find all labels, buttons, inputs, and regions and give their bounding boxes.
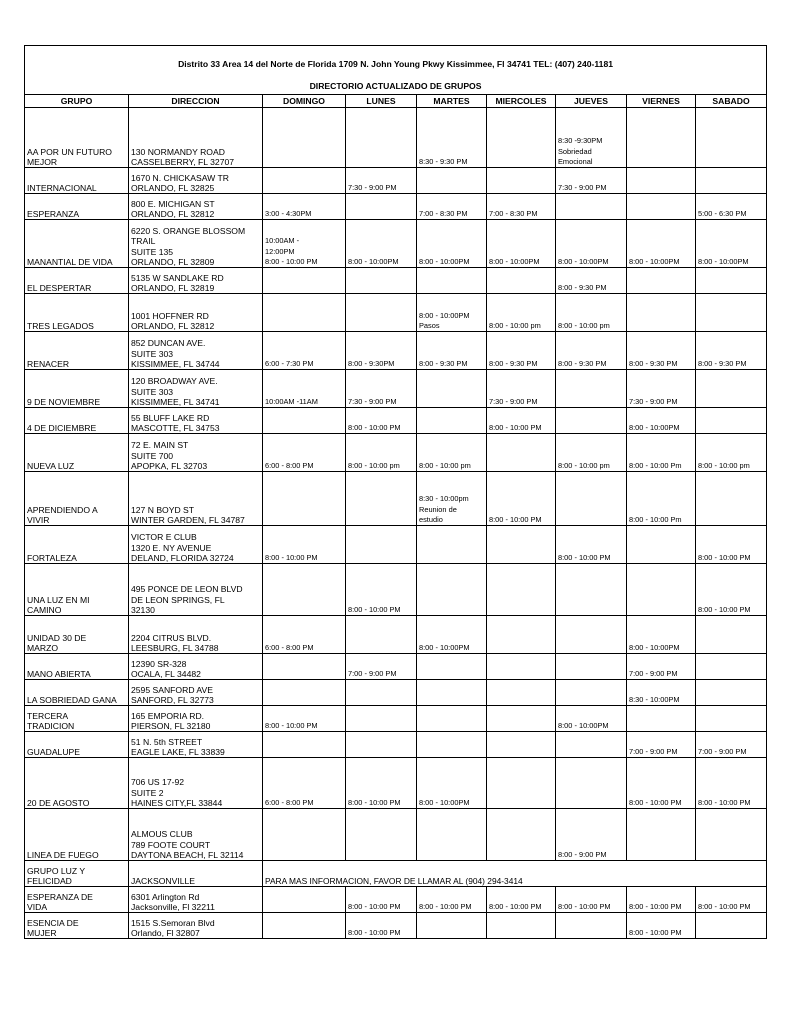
- schedule-cell: 8:00 - 10:00PM: [696, 220, 767, 268]
- schedule-cell: 8:00 - 10:00 PM: [346, 408, 417, 434]
- schedule-cell: [263, 680, 346, 706]
- schedule-cell: 6:00 - 8:00 PM: [263, 758, 346, 809]
- schedule-cell: 8:00 - 10:00 PM: [346, 564, 417, 616]
- address-cell: 1670 N. CHICKASAW TR ORLANDO, FL 32825: [129, 168, 263, 194]
- group-name-cell: MANO ABIERTA: [25, 654, 129, 680]
- schedule-cell: [487, 564, 556, 616]
- schedule-cell: [487, 809, 556, 861]
- address-cell: 130 NORMANDY ROAD CASSELBERRY, FL 32707: [129, 108, 263, 168]
- schedule-cell: [417, 168, 487, 194]
- address-cell: 51 N. 5th STREET EAGLE LAKE, FL 33839: [129, 732, 263, 758]
- schedule-cell: 8:00 - 10:00 pm: [417, 434, 487, 472]
- address-cell: VICTOR E CLUB 1320 E. NY AVENUE DELAND, FLORIDA 32724: [129, 526, 263, 564]
- schedule-cell: [556, 370, 627, 408]
- table-row: [25, 472, 767, 526]
- schedule-cell: 8:00 - 10:00PM: [627, 616, 696, 654]
- schedule-cell: [263, 168, 346, 194]
- schedule-cell: [263, 887, 346, 913]
- schedule-cell: 8:00 - 9:30 PM: [417, 332, 487, 370]
- schedule-cell: 8:00 - 10:00 PM: [346, 758, 417, 809]
- header-line-1: Distrito 33 Area 14 del Norte de Florida 1709 N. John Young Pkwy Kissimmee, Fl 34741 TEL: (407) 240-1181: [178, 59, 614, 69]
- table-row: [25, 294, 767, 332]
- schedule-cell: [417, 706, 487, 732]
- table-row: [25, 194, 767, 220]
- schedule-cell: 5:00 - 6:30 PM: [696, 194, 767, 220]
- schedule-cell: 7:00 - 8:30 PM: [417, 194, 487, 220]
- schedule-cell: 8:00 - 10:00PM: [417, 616, 487, 654]
- schedule-cell: 7:30 - 9:00 PM: [487, 370, 556, 408]
- address-cell: 165 EMPORIA RD. PIERSON, FL 32180: [129, 706, 263, 732]
- schedule-cell: [556, 654, 627, 680]
- schedule-cell: [263, 732, 346, 758]
- table-row: [25, 564, 767, 616]
- schedule-cell: [346, 194, 417, 220]
- schedule-cell: [627, 809, 696, 861]
- schedule-cell: [346, 294, 417, 332]
- address-cell: 120 BROADWAY AVE. SUITE 303 KISSIMMEE, FL 34741: [129, 370, 263, 408]
- schedule-cell: 8:00 - 9:30 PM: [696, 332, 767, 370]
- table-row: [25, 108, 767, 168]
- schedule-cell: 8:00 - 10:00 pm: [487, 294, 556, 332]
- table-row: [25, 370, 767, 408]
- schedule-cell: 8:00 - 10:00 PM: [696, 526, 767, 564]
- table-row: [25, 706, 767, 732]
- schedule-cell: 3:00 - 4:30PM: [263, 194, 346, 220]
- address-cell: 6301 Arlington Rd Jacksonville, Fl 32211: [129, 887, 263, 913]
- schedule-cell: 8:00 - 10:00PM: [487, 220, 556, 268]
- schedule-cell: [487, 758, 556, 809]
- group-name-cell: UNIDAD 30 DE MARZO: [25, 616, 129, 654]
- schedule-cell: 8:00 - 9:30PM: [346, 332, 417, 370]
- schedule-cell: [487, 913, 556, 939]
- table-row: [25, 654, 767, 680]
- group-name-cell: EL DESPERTAR: [25, 268, 129, 294]
- schedule-cell: [487, 616, 556, 654]
- schedule-cell: 8:30 -9:30PM Sobriedad Emocional: [556, 108, 627, 168]
- schedule-cell: [696, 408, 767, 434]
- schedule-cell: 7:00 - 9:00 PM: [627, 732, 696, 758]
- schedule-cell: [696, 809, 767, 861]
- schedule-cell: [627, 294, 696, 332]
- table-row: [25, 168, 767, 194]
- table-row: [25, 758, 767, 809]
- schedule-cell: [556, 758, 627, 809]
- address-cell: 5135 W SANDLAKE RD ORLANDO, FL 32819: [129, 268, 263, 294]
- schedule-cell: [263, 408, 346, 434]
- schedule-cell: [556, 732, 627, 758]
- address-cell: 127 N BOYD ST WINTER GARDEN, FL 34787: [129, 472, 263, 526]
- schedule-cell: 8:00 - 10:00 PM: [346, 887, 417, 913]
- schedule-cell: [696, 680, 767, 706]
- group-name-cell: LINEA DE FUEGO: [25, 809, 129, 861]
- column-header-lunes: LUNES: [346, 95, 417, 108]
- schedule-cell: [346, 472, 417, 526]
- column-header-row: [25, 95, 767, 108]
- schedule-cell: [487, 268, 556, 294]
- column-header-jueves: JUEVES: [556, 95, 627, 108]
- schedule-cell: 8:00 - 10:00 Pm: [627, 472, 696, 526]
- schedule-cell: 8:00 - 10:00 PM: [417, 887, 487, 913]
- schedule-cell: 10:00AM -11AM: [263, 370, 346, 408]
- group-name-cell: GUADALUPE: [25, 732, 129, 758]
- schedule-cell: 8:00 - 10:00 PM: [346, 913, 417, 939]
- schedule-cell: [417, 809, 487, 861]
- group-name-cell: FORTALEZA: [25, 526, 129, 564]
- address-cell: 852 DUNCAN AVE. SUITE 303 KISSIMMEE, FL 34744: [129, 332, 263, 370]
- schedule-cell: [627, 194, 696, 220]
- schedule-cell: [487, 706, 556, 732]
- schedule-cell: 8:00 - 10:00 PM: [627, 913, 696, 939]
- title-row: [25, 46, 767, 95]
- schedule-cell: [417, 526, 487, 564]
- schedule-cell: 7:30 - 9:00 PM: [627, 370, 696, 408]
- schedule-cell: 8:00 - 10:00 PM: [263, 526, 346, 564]
- group-name-cell: APRENDIENDO A VIVIR: [25, 472, 129, 526]
- info-note-cell: PARA MAS INFORMACION, FAVOR DE LLAMAR AL (904) 294-3414: [263, 861, 767, 887]
- schedule-cell: [346, 616, 417, 654]
- schedule-cell: [696, 913, 767, 939]
- table-row: [25, 680, 767, 706]
- schedule-cell: [263, 108, 346, 168]
- column-header-direccion: DIRECCION: [129, 95, 263, 108]
- column-header-domingo: DOMINGO: [263, 95, 346, 108]
- schedule-cell: 8:00 - 10:00 pm: [556, 294, 627, 332]
- table-row: [25, 332, 767, 370]
- group-name-cell: RENACER: [25, 332, 129, 370]
- schedule-cell: 8:00 - 10:00 PM: [696, 758, 767, 809]
- schedule-cell: 8:00 - 10:00 PM: [487, 887, 556, 913]
- group-name-cell: 9 DE NOVIEMBRE: [25, 370, 129, 408]
- schedule-cell: 8:00 - 9:30 PM: [556, 268, 627, 294]
- schedule-cell: [417, 268, 487, 294]
- group-name-cell: AA POR UN FUTURO MEJOR: [25, 108, 129, 168]
- schedule-cell: [556, 408, 627, 434]
- schedule-cell: [696, 706, 767, 732]
- column-header-grupo: GRUPO: [25, 95, 129, 108]
- schedule-cell: [627, 168, 696, 194]
- schedule-cell: 6:00 - 8:00 PM: [263, 616, 346, 654]
- schedule-cell: [487, 732, 556, 758]
- schedule-cell: [627, 706, 696, 732]
- schedule-cell: 8:00 - 9:00 PM: [556, 809, 627, 861]
- group-name-cell: NUEVA LUZ: [25, 434, 129, 472]
- schedule-cell: [556, 564, 627, 616]
- address-cell: 2595 SANFORD AVE SANFORD, FL 32773: [129, 680, 263, 706]
- group-directory-table: [24, 45, 767, 939]
- group-directory-sheet: [24, 45, 766, 939]
- schedule-cell: [263, 654, 346, 680]
- schedule-cell: [263, 294, 346, 332]
- schedule-cell: [556, 680, 627, 706]
- schedule-cell: [346, 268, 417, 294]
- schedule-cell: [627, 564, 696, 616]
- schedule-cell: 7:30 - 9:00 PM: [346, 370, 417, 408]
- table-row: [25, 220, 767, 268]
- table-row: [25, 913, 767, 939]
- address-cell: 706 US 17-92 SUITE 2 HAINES CITY,FL 33844: [129, 758, 263, 809]
- address-cell: 1515 S.Semoran Blvd Orlando, Fl 32807: [129, 913, 263, 939]
- schedule-cell: [696, 294, 767, 332]
- schedule-cell: 8:00 - 10:00PM: [556, 220, 627, 268]
- schedule-cell: [346, 706, 417, 732]
- schedule-cell: [556, 913, 627, 939]
- schedule-cell: [487, 168, 556, 194]
- schedule-cell: 8:00 - 10:00 PM: [696, 564, 767, 616]
- schedule-cell: [346, 809, 417, 861]
- address-cell: 800 E. MICHIGAN ST ORLANDO, FL 32812: [129, 194, 263, 220]
- schedule-cell: [487, 108, 556, 168]
- schedule-cell: 8:00 - 10:00PM: [556, 706, 627, 732]
- schedule-cell: 8:00 - 10:00 PM: [627, 758, 696, 809]
- table-row: [25, 434, 767, 472]
- schedule-cell: 7:00 - 9:00 PM: [696, 732, 767, 758]
- schedule-cell: [417, 913, 487, 939]
- column-header-miercoles: MIERCOLES: [487, 95, 556, 108]
- schedule-cell: 6:00 - 8:00 PM: [263, 434, 346, 472]
- address-cell: 495 PONCE DE LEON BLVD DE LEON SPRINGS, FL 32130: [129, 564, 263, 616]
- table-row: [25, 809, 767, 861]
- schedule-cell: [556, 616, 627, 654]
- schedule-cell: 6:00 - 7:30 PM: [263, 332, 346, 370]
- schedule-cell: [696, 268, 767, 294]
- table-row: [25, 268, 767, 294]
- schedule-cell: 8:00 - 10:00 pm: [556, 434, 627, 472]
- schedule-cell: 7:30 - 9:00 PM: [346, 168, 417, 194]
- group-name-cell: 20 DE AGOSTO: [25, 758, 129, 809]
- schedule-cell: 7:30 - 9:00 PM: [556, 168, 627, 194]
- schedule-cell: 8:00 - 10:00PM: [627, 408, 696, 434]
- schedule-cell: 7:00 - 8:30 PM: [487, 194, 556, 220]
- address-cell: 6220 S. ORANGE BLOSSOM TRAIL SUITE 135 ORLANDO, FL 32809: [129, 220, 263, 268]
- schedule-cell: [696, 108, 767, 168]
- schedule-cell: [696, 472, 767, 526]
- schedule-cell: 10:00AM - 12:00PM 8:00 - 10:00 PM: [263, 220, 346, 268]
- address-cell: 2204 CITRUS BLVD. LEESBURG, FL 34788: [129, 616, 263, 654]
- group-name-cell: UNA LUZ EN MI CAMINO: [25, 564, 129, 616]
- address-cell: 72 E. MAIN ST SUITE 700 APOPKA, FL 32703: [129, 434, 263, 472]
- group-name-cell: TERCERA TRADICION: [25, 706, 129, 732]
- schedule-cell: [696, 616, 767, 654]
- address-cell: ALMOUS CLUB 789 FOOTE COURT DAYTONA BEACH, FL 32114: [129, 809, 263, 861]
- schedule-cell: 8:30 - 10:00PM: [627, 680, 696, 706]
- schedule-cell: [696, 370, 767, 408]
- schedule-cell: 7:00 - 9:00 PM: [627, 654, 696, 680]
- schedule-cell: [627, 526, 696, 564]
- table-row: [25, 616, 767, 654]
- schedule-cell: [696, 654, 767, 680]
- schedule-cell: 8:00 - 10:00 PM: [487, 472, 556, 526]
- schedule-cell: [263, 268, 346, 294]
- schedule-cell: 7:00 - 9:00 PM: [346, 654, 417, 680]
- group-name-cell: ESPERANZA DE VIDA: [25, 887, 129, 913]
- schedule-cell: 8:00 - 9:30 PM: [627, 332, 696, 370]
- table-row: [25, 887, 767, 913]
- schedule-cell: 8:00 - 10:00 pm: [696, 434, 767, 472]
- schedule-cell: [417, 408, 487, 434]
- table-row: [25, 732, 767, 758]
- schedule-cell: [346, 680, 417, 706]
- schedule-cell: 8:00 - 10:00 PM: [487, 408, 556, 434]
- group-name-cell: ESPERANZA: [25, 194, 129, 220]
- schedule-cell: [263, 913, 346, 939]
- schedule-cell: 8:00 - 10:00PM: [417, 758, 487, 809]
- schedule-cell: [263, 809, 346, 861]
- schedule-cell: [417, 654, 487, 680]
- schedule-cell: [417, 564, 487, 616]
- address-cell: 1001 HOFFNER RD ORLANDO, FL 32812: [129, 294, 263, 332]
- schedule-cell: 8:00 - 9:30 PM: [556, 332, 627, 370]
- schedule-cell: 8:00 - 10:00 PM: [556, 887, 627, 913]
- group-name-cell: 4 DE DICIEMBRE: [25, 408, 129, 434]
- table-row: [25, 526, 767, 564]
- schedule-cell: [696, 168, 767, 194]
- schedule-cell: 8:30 - 9:30 PM: [417, 108, 487, 168]
- schedule-cell: 8:00 - 10:00 pm: [346, 434, 417, 472]
- page-title: [25, 46, 767, 95]
- schedule-cell: 8:00 - 10:00 Pm: [627, 434, 696, 472]
- schedule-cell: 8:00 - 10:00 PM: [556, 526, 627, 564]
- address-cell: JACKSONVILLE: [129, 861, 263, 887]
- address-cell: 55 BLUFF LAKE RD MASCOTTE, FL 34753: [129, 408, 263, 434]
- schedule-cell: 8:00 - 9:30 PM: [487, 332, 556, 370]
- schedule-cell: [417, 732, 487, 758]
- schedule-cell: [556, 472, 627, 526]
- schedule-cell: [487, 654, 556, 680]
- header-line-2: DIRECTORIO ACTUALIZADO DE GRUPOS: [309, 81, 482, 91]
- schedule-cell: [346, 732, 417, 758]
- schedule-cell: [487, 434, 556, 472]
- schedule-cell: 8:00 - 10:00PM Pasos: [417, 294, 487, 332]
- table-row: [25, 861, 767, 887]
- schedule-cell: 8:00 - 10:00 PM: [627, 887, 696, 913]
- group-name-cell: LA SOBRIEDAD GANA: [25, 680, 129, 706]
- schedule-cell: 8:00 - 10:00PM: [346, 220, 417, 268]
- schedule-cell: 8:00 - 10:00 PM: [696, 887, 767, 913]
- group-name-cell: GRUPO LUZ Y FELICIDAD: [25, 861, 129, 887]
- schedule-cell: [627, 108, 696, 168]
- schedule-cell: 8:00 - 10:00 PM: [263, 706, 346, 732]
- column-header-viernes: VIERNES: [627, 95, 696, 108]
- schedule-cell: [556, 194, 627, 220]
- table-body: [25, 108, 767, 939]
- schedule-cell: [346, 526, 417, 564]
- schedule-cell: [346, 108, 417, 168]
- schedule-cell: [417, 680, 487, 706]
- schedule-cell: [627, 268, 696, 294]
- schedule-cell: 8:30 - 10:00pm Reunion de estudio: [417, 472, 487, 526]
- address-cell: 12390 SR-328 OCALA, FL 34482: [129, 654, 263, 680]
- schedule-cell: 8:00 - 10:00PM: [417, 220, 487, 268]
- schedule-cell: [417, 370, 487, 408]
- schedule-cell: 8:00 - 10:00PM: [627, 220, 696, 268]
- schedule-cell: [487, 680, 556, 706]
- group-name-cell: MANANTIAL DE VIDA: [25, 220, 129, 268]
- schedule-cell: [263, 472, 346, 526]
- schedule-cell: [487, 526, 556, 564]
- group-name-cell: ESENCIA DE MUJER: [25, 913, 129, 939]
- column-header-martes: MARTES: [417, 95, 487, 108]
- table-row: [25, 408, 767, 434]
- group-name-cell: TRES LEGADOS: [25, 294, 129, 332]
- column-header-sabado: SABADO: [696, 95, 767, 108]
- group-name-cell: INTERNACIONAL: [25, 168, 129, 194]
- schedule-cell: [263, 564, 346, 616]
